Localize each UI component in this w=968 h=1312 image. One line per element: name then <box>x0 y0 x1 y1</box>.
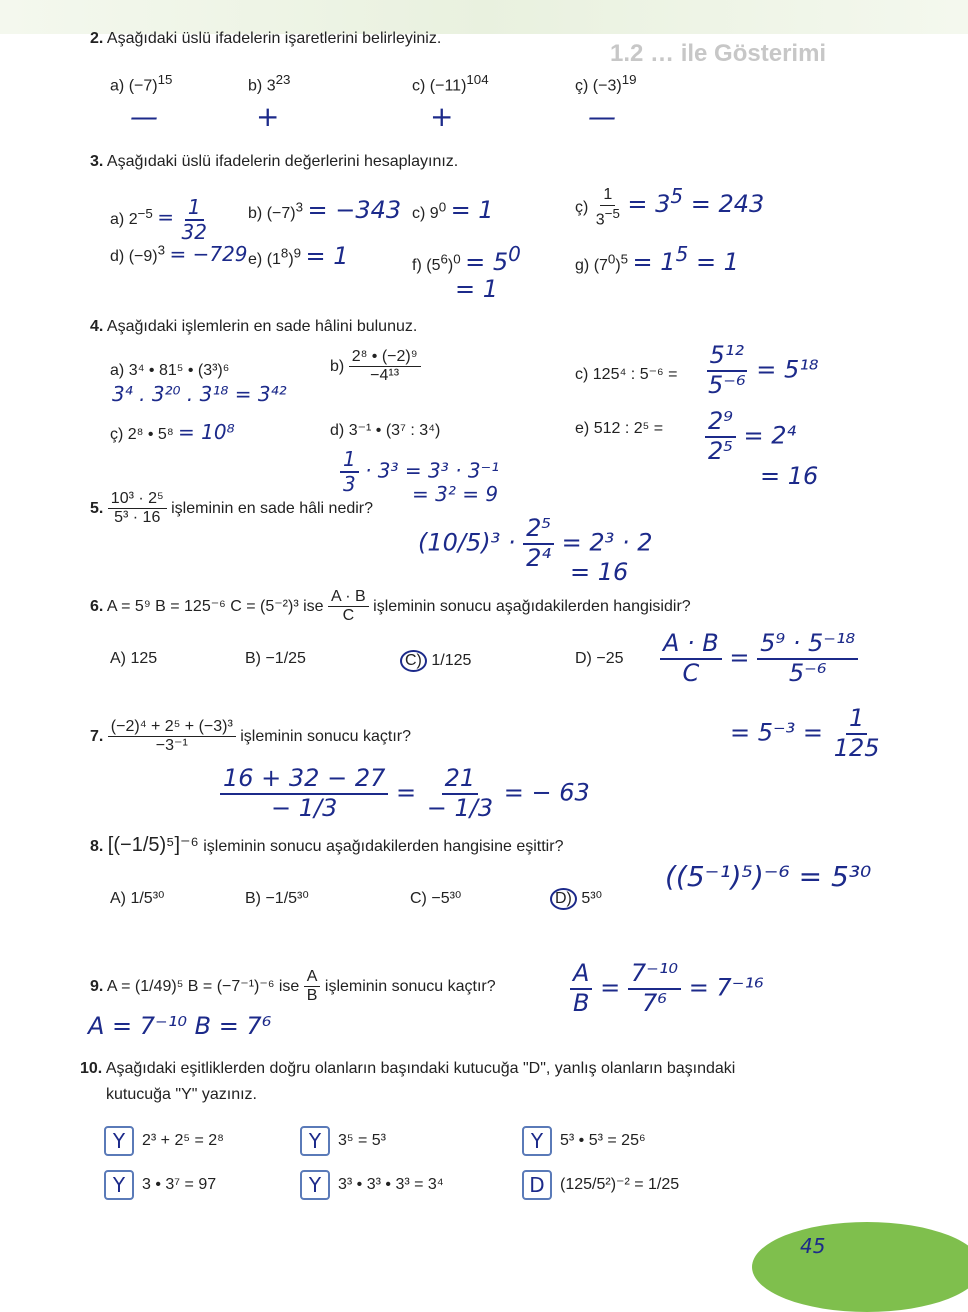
q6-option-c[interactable]: C) 1/125 <box>400 650 471 672</box>
q4-item-a: a) 3⁴ • 81⁵ • (3³)⁶ <box>110 362 230 379</box>
q4-item-b: b) $\frac{\text{2⁸ • (−2)⁹}}{\text{−4¹³}}$ <box>330 348 421 386</box>
q3-item-f: f) $(5^6)^0 = 5^0$ <box>412 242 521 276</box>
q10-item-4[interactable]: Y 3 • 3⁷ = 97 <box>104 1170 216 1200</box>
question-number: 2. <box>90 30 104 47</box>
question-8: 8. [(−1/5)⁵]⁻⁶ işleminin sonucu aşağıdakilerden hangisine eşittir? <box>90 834 564 856</box>
q4-c-work: $\frac{\text{5¹²}}{\text{5⁻⁶}}$ = 5¹⁸ <box>708 341 819 399</box>
q10-item-6[interactable]: D (125/5²)⁻² = 1/25 <box>522 1170 679 1200</box>
q6-option-a[interactable]: A) 125 <box>110 650 158 667</box>
q2-item-a: a) $(-7)^{15}$ <box>110 72 173 95</box>
q4-e-work: $\frac{\text{2⁹}}{\text{2⁵}}$ = 2⁴ <box>705 408 796 465</box>
q2-answer-b: + <box>256 100 280 133</box>
q4-item-e: e) 512 : 2⁵ = <box>575 420 664 437</box>
q2-answer-cc: — <box>588 100 616 133</box>
q8-option-b[interactable]: B) −1/5³⁰ <box>245 890 309 907</box>
q6-result: = 5⁻³ = $\frac{1}{125}$ <box>730 704 880 762</box>
question-7: 7. $\frac{\text{(−2)⁴ + 2⁵ + (−3)³}}{\text{−3⁻¹}}$ işleminin sonucu kaçtır? <box>90 718 411 755</box>
q7-work: $\frac{16 + 32 - 27}{- 1/3}$ = $\frac{21}{- 1/3}$ = − 63 <box>220 765 590 822</box>
q3-item-c: c) $9^0 = 1$ <box>412 196 494 224</box>
faded-watermark: 1.2 … ile Gösterimi <box>610 40 827 67</box>
top-decoration-band <box>0 0 968 34</box>
q2-item-cc: ç) $(-3)^{19}$ <box>575 72 637 95</box>
q3-item-e: e) $(1^8)^9 = 1$ <box>248 242 349 270</box>
question-9: 9. A = (1/49)⁵ B = (−7⁻¹)⁻⁶ ise $\frac{A}{B}$ işleminin sonucu kaçtır? <box>90 968 496 1005</box>
q6-option-d[interactable]: D) −25 <box>575 650 624 667</box>
q4-item-c: c) 125⁴ : 5⁻⁶ = <box>575 366 678 383</box>
page-number: 45 <box>800 1234 826 1258</box>
question-5: 5. $\frac{\text{10³ · 2⁵}}{\text{5³ · 16}}$ işleminin en sade hâli nedir? <box>90 490 374 527</box>
page-number-badge <box>752 1222 968 1312</box>
q4-e-result: = 16 <box>760 462 819 490</box>
q5-work: (10/5)³ · $\frac{\text{2⁵}}{\text{2⁴}}$ = 2³ · 2 <box>418 514 653 572</box>
q4-a-work: 3⁴ . 3²⁰ . 3¹⁸ = 3⁴² <box>112 382 287 406</box>
q2-answer-a: — <box>130 100 158 133</box>
question-3: 3. Aşağıdaki üslü ifadelerin değerlerini hesaplayınız. <box>90 153 459 170</box>
q4-d-work: $\frac{1}{3}$ · 3³ = 3³ · 3⁻¹ <box>340 448 499 496</box>
q4-item-cc: ç) 2⁸ • 5⁸ = 10⁸ <box>110 420 235 444</box>
question-4: 4. Aşağıdaki işlemlerin en sade hâlini bulunuz. <box>90 318 418 335</box>
q4-item-d: d) 3⁻¹ • (3⁷ : 3⁴) <box>330 422 441 439</box>
q9-work: $\frac{A}{B}$ = $\frac{\text{7⁻¹⁰}}{\text{7⁶}}$ = 7⁻¹⁶ <box>570 960 764 1017</box>
q5-result: = 16 <box>570 558 629 586</box>
q2-item-b: b) $3^{23}$ <box>248 72 291 95</box>
q8-option-c[interactable]: C) −5³⁰ <box>410 890 462 907</box>
q10-item-3[interactable]: Y 5³ • 5³ = 25⁶ <box>522 1126 646 1156</box>
q8-option-a[interactable]: A) 1/5³⁰ <box>110 890 165 907</box>
q8-work: ((5⁻¹)⁵)⁻⁶ = 5³⁰ <box>665 860 872 893</box>
q3-item-g: g) $(7^0)^5 = 1^5 = 1$ <box>575 242 739 276</box>
q3-item-d: d) $(-9)^3 = -729$ <box>110 242 248 266</box>
q2-answer-c: + <box>430 100 454 133</box>
question-10: 10. Aşağıdaki eşitliklerden doğru olanların başındaki kutucuğa "D", yanlış olanların başındaki <box>80 1060 736 1077</box>
question-10-cont: kutucuğa "Y" yazınız. <box>106 1086 257 1103</box>
q10-item-2[interactable]: Y 3⁵ = 5³ <box>300 1126 386 1156</box>
q3-item-b: b) $(-7)^3 = -343$ <box>248 196 402 224</box>
q6-work: $\frac{A \cdot B}{C}$ = $\frac{\text{5⁹ · 5⁻¹⁸}}{\text{5⁻⁶}}$ <box>660 630 858 687</box>
q3-item-a: a) $2^{-5}$ = $\frac{1}{32}$ <box>110 195 207 244</box>
q8-option-d[interactable]: D) 5³⁰ <box>550 888 602 910</box>
question-6: 6. A = 5⁹ B = 125⁻⁶ C = (5⁻²)³ ise $\frac{A \cdot B}{C}$ işleminin sonucu aşağıdakilerden hangisidir? <box>90 588 691 625</box>
q9-work-ab: A = 7⁻¹⁰ B = 7⁶ <box>88 1012 272 1040</box>
q3-item-cc: ç) $\frac{1}{3^{-5}}$ = $3^5 = 243$ <box>575 184 765 228</box>
q4-d-result: = 3² = 9 <box>412 482 499 506</box>
question-prompt: Aşağıdaki üslü ifadelerin işaretlerini belirleyiniz. <box>106 30 442 47</box>
question-2 <box>90 30 441 48</box>
q10-item-5[interactable]: Y 3³ • 3³ • 3³ = 3⁴ <box>300 1170 444 1200</box>
q2-item-c: c) $(-11)^{104}$ <box>412 72 489 95</box>
q3-f-result: = 1 <box>455 275 499 303</box>
q10-item-1[interactable]: Y 2³ + 2⁵ = 2⁸ <box>104 1126 224 1156</box>
q6-option-b[interactable]: B) −1/25 <box>245 650 306 667</box>
